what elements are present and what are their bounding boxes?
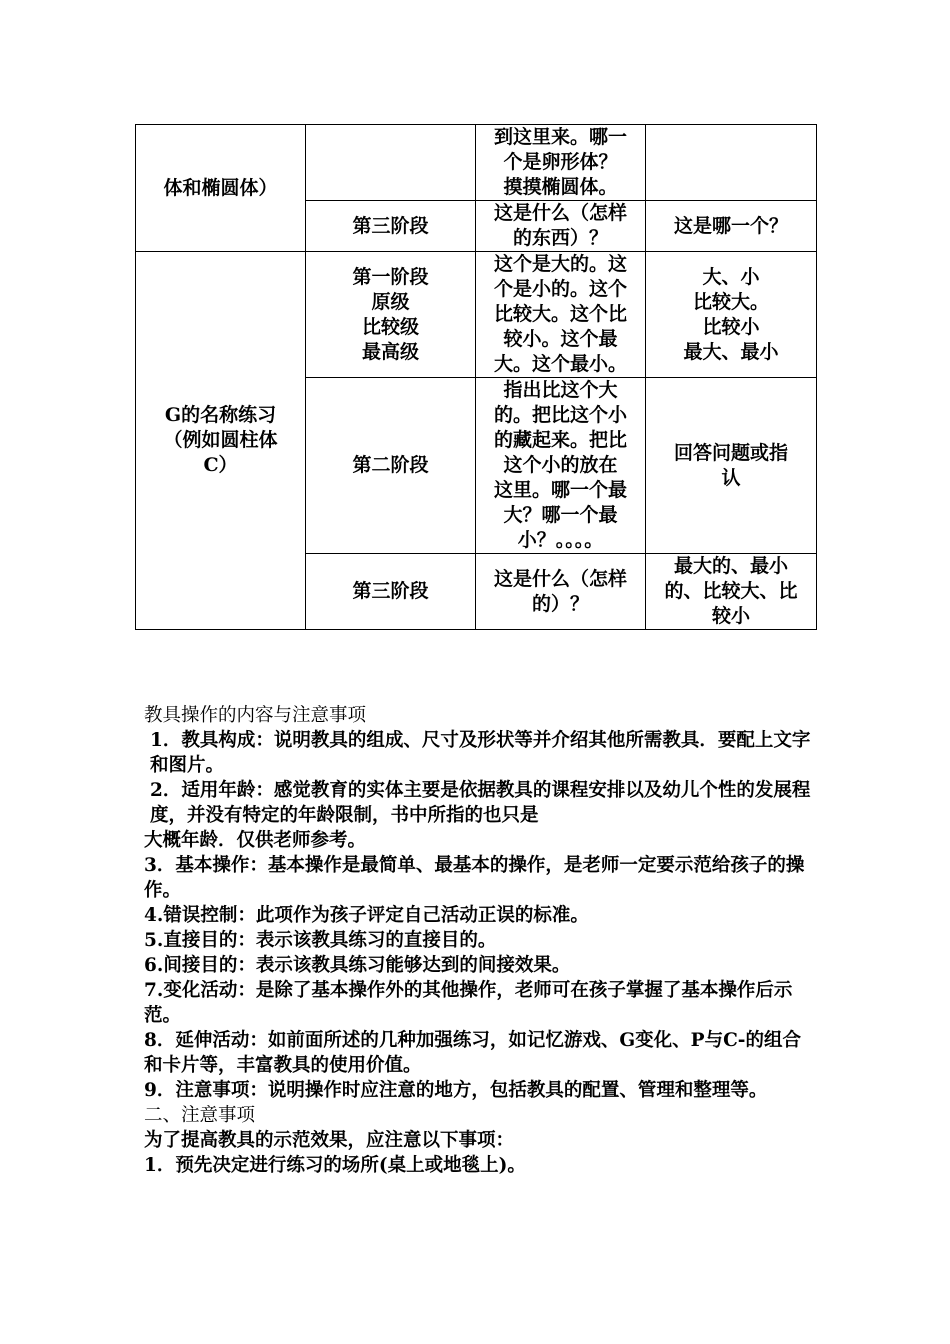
body-text bbox=[144, 703, 814, 1178]
table-cell bbox=[476, 252, 646, 378]
paragraph: 6.间接目的：表示该教具练习能够达到的间接效果。 bbox=[144, 955, 571, 976]
paragraph: 大概年龄．仅供老师参考。 bbox=[144, 830, 367, 851]
paragraph: 9．注意事项：说明操作时应注意的地方，包括教具的配置、管理和整理等。 bbox=[144, 1080, 768, 1101]
paragraph: 1．预先决定进行练习的场所(桌上或地毯上)。 bbox=[144, 1155, 526, 1176]
cell-text: 回答问题或指 认 bbox=[673, 441, 788, 489]
table-row bbox=[136, 252, 817, 378]
cell-text: 大、小 比较大。 比较小 最大、最小 bbox=[683, 265, 779, 363]
paragraph: 2．适用年龄：感觉教育的实体主要是依据教具的课程安排以及幼儿个性的发展程度，并没有特定的年龄限制，书中所指的也只是 bbox=[150, 780, 811, 826]
paragraph: 二、注意事项 bbox=[144, 1105, 256, 1126]
cell-text: G的名称练习 （例如圆柱体 C） bbox=[163, 404, 278, 476]
cell-text: 第三阶段 bbox=[352, 214, 429, 237]
table-cell bbox=[646, 125, 817, 201]
paragraph: 4.错误控制：此项作为孩子评定自己活动正误的标准。 bbox=[144, 905, 589, 926]
cell-text: 到这里来。哪一 个是卵形体？ 摸摸椭圆体。 bbox=[493, 126, 627, 198]
cell-text: 这是什么（怎样 的）？ bbox=[493, 567, 627, 615]
cell-text: 这个是大的。这 个是小的。这个 比较大。这个比 较小。这个最 大。这个最小。 bbox=[493, 253, 627, 375]
table-cell bbox=[476, 378, 646, 554]
table-cell bbox=[476, 125, 646, 201]
table-cell bbox=[306, 201, 476, 252]
table-row bbox=[136, 125, 817, 201]
table-cell bbox=[476, 201, 646, 252]
table-cell bbox=[646, 378, 817, 554]
paragraph: 7.变化活动：是除了基本操作外的其他操作，老师可在孩子掌握了基本操作后示范。 bbox=[144, 980, 793, 1026]
table-cell bbox=[646, 554, 817, 630]
cell-text: 最大的、最小 的、比较大、比 较小 bbox=[664, 555, 798, 627]
paragraph: 3．基本操作：基本操作是最简单、最基本的操作，是老师一定要示范给孩子的操作。 bbox=[144, 855, 805, 901]
table-cell bbox=[476, 554, 646, 630]
cell-text: 这是什么（怎样 的东西）？ bbox=[493, 202, 627, 249]
cell-text: 体和椭圆体） bbox=[163, 176, 278, 199]
table-cell bbox=[306, 252, 476, 378]
paragraph: 1．教具构成：说明教具的组成、尺寸及形状等并介绍其他所需教具．要配上文字和图片。 bbox=[150, 730, 811, 776]
table-cell bbox=[306, 554, 476, 630]
cell-text: 指出比这个大 的。把比这个小 的藏起来。把比 这个小的放在 这里。哪一个最 大？哪一个最 小？。。。。 bbox=[493, 379, 627, 551]
table-cell bbox=[646, 201, 817, 252]
table-cell bbox=[136, 125, 306, 252]
paragraph: 5.直接目的：表示该教具练习的直接目的。 bbox=[144, 930, 497, 951]
cell-text: 第二阶段 bbox=[352, 454, 429, 476]
table-cell bbox=[136, 252, 306, 630]
table-cell bbox=[646, 252, 817, 378]
paragraph: 为了提高教具的示范效果，应注意以下事项： bbox=[144, 1130, 515, 1151]
cell-text: 第三阶段 bbox=[352, 580, 429, 602]
section-heading: 教具操作的内容与注意事项 bbox=[144, 705, 367, 726]
table-cell bbox=[306, 125, 476, 201]
paragraph: 8．延伸活动：如前面所述的几种加强练习，如记忆游戏、G变化、P与C-的组合和卡片等，丰富教具的使用价值。 bbox=[144, 1030, 801, 1076]
lesson-table bbox=[135, 124, 817, 630]
cell-text: 第一阶段 原级 比较级 最高级 bbox=[352, 265, 429, 363]
table-cell bbox=[306, 378, 476, 554]
cell-text: 这是哪一个？ bbox=[673, 214, 788, 237]
